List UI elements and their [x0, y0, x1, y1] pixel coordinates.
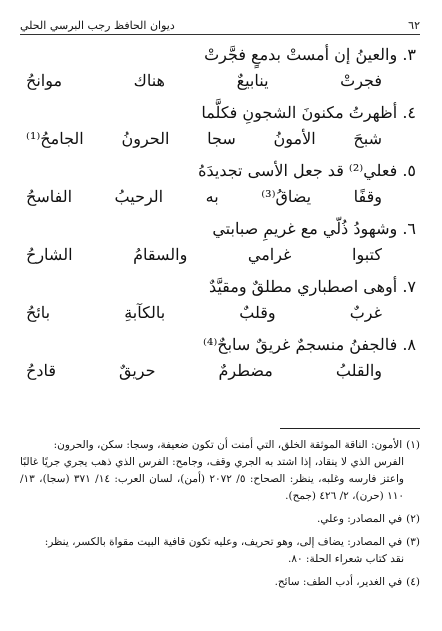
second-hemistich: شبحَ الأمونُ سجا الحرونُ الجامحُ⁽¹⁾	[26, 129, 382, 148]
footnote-continuation: نقد كتاب شعراء الحلة: ٨٠.	[287, 553, 404, 565]
footnote-text: في الغدير، أدب الطف: سائح.	[274, 576, 403, 588]
footnote	[20, 574, 420, 591]
first-hemistich-text: والعينُ إن أمستْ بدمعٍ فجَّرتْ	[204, 45, 398, 64]
first-hemistich	[203, 334, 416, 356]
verse-number: ٧.	[402, 277, 416, 296]
footnote-continuation: الفرس الذي لا ينقاد، إذا اشتد به الجري وقف، وجامح: الفرس الذي ذهب يجري جريًا غالبًا واعتز فارسه وغلبه، ينظر: الصحاح: ٥/ ٢٠٧٢ (أمن)، لسان العرب: ١٤/ ٣٧١ (سجا)، ١٣/ ١١٠ (حرن)، ٢/ ٤٢٦ (جمح).	[20, 456, 404, 502]
running-title: ديوان الحافظ رجب البرسي الحلي	[20, 19, 175, 32]
verse	[26, 96, 416, 154]
verse-number: ٣.	[402, 45, 416, 64]
first-hemistich	[204, 44, 416, 66]
verse-number: ٨.	[402, 335, 416, 354]
footnote-number: (٣)	[406, 536, 420, 548]
footnote-number: (٤)	[406, 576, 420, 588]
verse-number: ٤.	[402, 103, 416, 122]
first-hemistich	[201, 102, 416, 124]
footnote-text: الأمون: الناقة الموثقة الخلق، التي أمنت أن تكون ضعيفة، وسجا: سكن، والحرون:	[53, 439, 403, 451]
footnote-text: في المصادر: يضاف إلى، وهو تحريف، وعليه تكون قافية البيت مقواة بالكسر، ينظر:	[44, 536, 403, 548]
first-hemistich-text: أظهرتُ مكنونَ الشجونِ فكلَّما	[201, 103, 398, 122]
footnotes	[20, 428, 420, 597]
verse	[26, 38, 416, 96]
verse	[26, 154, 416, 212]
second-hemistich: غربٌ وقلبٌ بالكآبةِ بائحُ	[26, 303, 382, 322]
verse-number: ٦.	[402, 219, 416, 238]
second-hemistich: كتبوا غرامي والسقامُ الشارحُ	[26, 245, 382, 264]
first-hemistich	[198, 160, 416, 182]
page-number: ٦٢	[408, 19, 420, 32]
footnote-number: (٢)	[406, 513, 420, 525]
first-hemistich-text: وشهودُ ذُلّي مع غريمِ صبابتي	[212, 219, 398, 238]
first-hemistich-text: فالجفنُ منسجمٌ غريقٌ سابحٌ⁽⁴⁾	[202, 335, 398, 354]
first-hemistich	[212, 218, 416, 240]
poem	[26, 38, 416, 386]
verse	[26, 270, 416, 328]
footnote	[20, 534, 420, 568]
verse	[26, 328, 416, 386]
verse-number: ٥.	[402, 161, 416, 180]
footnote-number: (١)	[406, 439, 420, 451]
footnote	[20, 437, 420, 505]
verse	[26, 212, 416, 270]
second-hemistich: والقلبُ مضطرمٌ حريقٌ قادحُ	[26, 361, 382, 380]
second-hemistich: فجرتْ ينابيعٌ هناك موانحُ	[26, 71, 382, 90]
page-header	[20, 10, 420, 35]
footnote	[20, 511, 420, 528]
first-hemistich	[209, 276, 416, 298]
footnote-text: في المصادر: وعلي.	[317, 513, 403, 525]
footnote-divider	[280, 428, 420, 429]
first-hemistich-text: أوهى اصطباري مطلقٌ ومقيَّدٌ	[208, 277, 398, 296]
second-hemistich: وقفًا يضاقُ⁽³⁾ به الرحيبُ الفاسحُ	[26, 187, 382, 206]
first-hemistich-text: فعلي⁽²⁾ قد جعل الأسى تجديدَهُ	[198, 161, 398, 180]
